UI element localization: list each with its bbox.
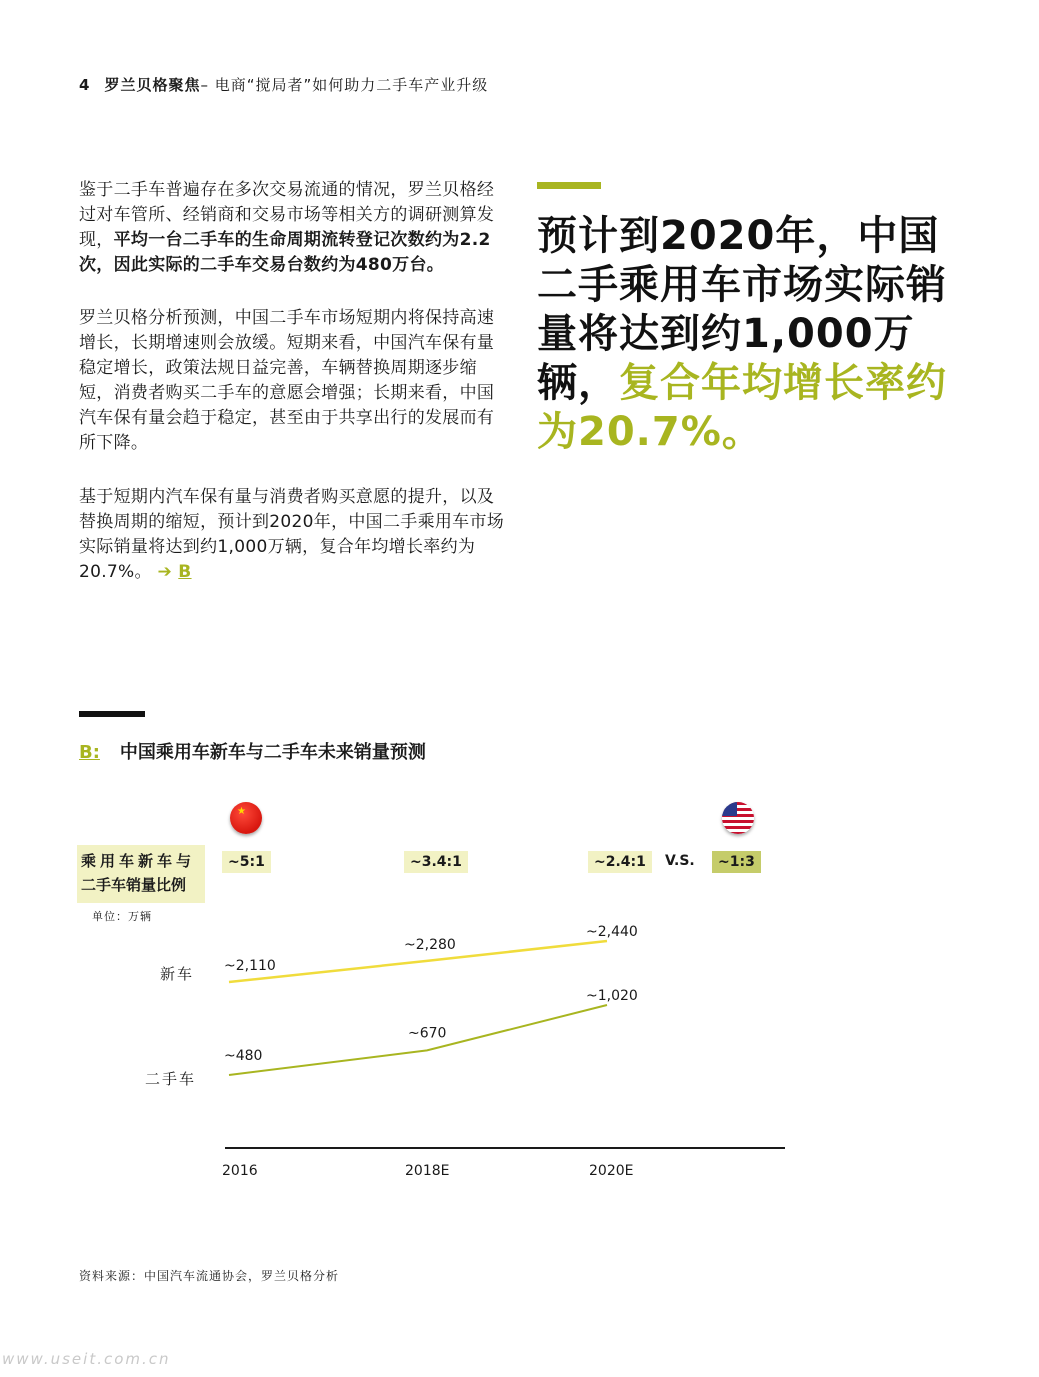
paragraph-1-bold: 平均一台二手车的生命周期流转登记次数约为2.2次，因此实际的二手车交易台数约为480万台。 [79,230,491,275]
ratio-label-line1: 乘用车新车与 [81,852,196,870]
paragraph-1-text: 鉴于二手车普遍存在多次交易流通的情况，罗兰贝格经过对车管所、经销商和交易市场等相关方的调研测算发现， [79,180,495,250]
figure-title-text: 中国乘用车新车与二手车未来销量预测 [119,742,426,763]
arrow-right-icon: ➔ [157,562,173,582]
value-label-new-2016: ~2,110 [224,958,276,974]
source-note: 资料来源：中国汽车流通协会，罗兰贝格分析 [79,1269,340,1283]
value-label-used-2018e: ~670 [408,1025,447,1042]
header-subtitle: – 电商“搅局者”如何助力二手车产业升级 [200,76,489,94]
pull-quote-highlight: 复合年均增长率约为20.7%。 [537,360,947,455]
paragraph-2: 罗兰贝格分析预测，中国二手车市场短期内将保持高速增长，长期增速则会放缓。短期来看，中国汽车保有量稳定增长，政策法规日益完善，车辆替换周期逐步缩短，消费者购买二手车的意愿会增强；长期来看，中国汽车保有量会趋于稳定，甚至由于共享出行的发展而有所下降。 [79,308,495,453]
value-label-used-2020e: ~1,020 [586,988,638,1004]
ratio-usa: ~1:3 [712,851,761,873]
figure-b-link-label: B [178,562,192,582]
ratio-label-line2: 二手车销量比例 [81,876,187,894]
vs-label: V.S. [665,853,695,869]
unit-label: 单位：万辆 [92,910,152,923]
figure-label: B: [79,742,100,763]
page-number: 4 [79,76,91,94]
paragraph-3-text: 基于短期内汽车保有量与消费者购买意愿的提升，以及替换周期的缩短，预计到2020年，中国二手乘用车市场实际销量将达到约1,000万辆，复合年均增长率约为20.7%。 [79,487,505,582]
value-label-new-2018e: ~2,280 [404,936,456,953]
value-label-new-2020e: ~2,440 [586,924,638,940]
x-tick-2020e: 2020E [589,1163,634,1179]
china-flag-icon: ★ [230,802,262,834]
x-tick-2016: 2016 [222,1163,258,1179]
x-tick-2018e: 2018E [405,1163,450,1179]
ratio-2016: ~5:1 [222,851,271,873]
ratio-2018e: ~3.4:1 [404,851,468,873]
ratio-2020e: ~2.4:1 [588,851,652,873]
series-label-used: 二手车 [145,1070,197,1088]
series-label-new: 新车 [160,965,195,983]
value-label-used-2016: ~480 [224,1048,263,1064]
pull-quote-main: 预计到2020年，中国二手乘用车市场实际销量将达到约1,000万辆， [537,213,947,406]
watermark: www.useit.com.cn [2,1350,171,1368]
header-brand: 罗兰贝格聚焦 [104,76,201,94]
